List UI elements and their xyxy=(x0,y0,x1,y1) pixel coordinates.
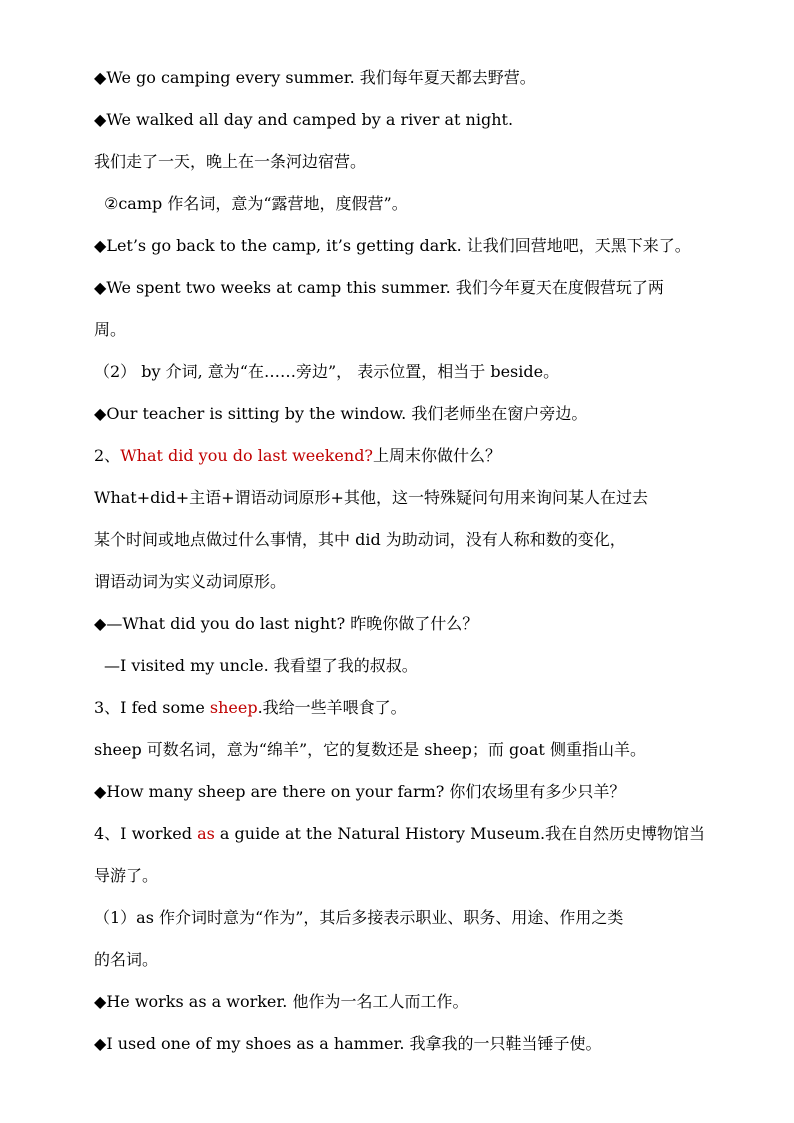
line-text: He works as a worker. 他作为一名工人而工作。 xyxy=(106,992,469,1011)
line-text: How many sheep are there on your farm? 你们农场里有多少只羊？ xyxy=(106,782,626,801)
diamond-bullet-icon: ◆ xyxy=(94,782,107,801)
explanation-line xyxy=(94,572,706,592)
line-text: 导游了。 xyxy=(94,866,159,885)
line-text: 上周末你做什么？ xyxy=(373,446,502,465)
point-number: 3、I fed some xyxy=(94,698,210,717)
diamond-bullet-icon: ◆ xyxy=(94,278,107,297)
subpoint-heading xyxy=(94,362,706,382)
line-text: What+did+主语+谓语动词原形+其他，这一特殊疑问句用来询问某人在过去 xyxy=(94,488,648,507)
diamond-bullet-icon: ◆ xyxy=(94,236,107,255)
line-text: 周。 xyxy=(94,320,127,339)
dialogue-line xyxy=(94,614,706,634)
point-number: 2、 xyxy=(94,446,121,465)
highlighted-phrase: What did you do last weekend? xyxy=(120,446,374,465)
line-text: We spent two weeks at camp this summer. 我们今年夏天在度假营玩了两 xyxy=(106,278,664,297)
example-sentence xyxy=(94,68,706,88)
line-text: We go camping every summer. 我们每年夏天都去野营。 xyxy=(106,68,536,87)
line-text: 的名词。 xyxy=(94,950,159,969)
example-sentence xyxy=(94,278,706,298)
point-heading xyxy=(94,824,706,844)
line-text: a guide at the Natural History Museum.我在自然历史博物馆当 xyxy=(214,824,706,843)
highlighted-phrase: sheep xyxy=(209,698,258,717)
line-text: camp 作名词，意为“露营地，度假营”。 xyxy=(118,194,408,213)
example-sentence xyxy=(94,404,706,424)
line-text: I used one of my shoes as a hammer. 我拿我的一只鞋当锤子使。 xyxy=(106,1034,602,1053)
point-heading xyxy=(94,698,706,718)
diamond-bullet-icon: ◆ xyxy=(94,68,107,87)
explanation-line xyxy=(94,740,706,760)
line-text: sheep 可数名词，意为“绵羊”，它的复数还是 sheep；而 goat 侧重指山羊。 xyxy=(94,740,646,759)
subpoint-heading xyxy=(94,908,706,928)
example-sentence xyxy=(94,992,706,1012)
line-text: 谓语动词为实义动词原形。 xyxy=(94,572,287,591)
line-text: 我们走了一天，晚上在一条河边宿营。 xyxy=(94,152,367,171)
line-text: We walked all day and camped by a river at night. xyxy=(106,110,514,129)
diamond-bullet-icon: ◆ xyxy=(94,1034,107,1053)
example-sentence xyxy=(94,236,706,256)
continuation-line xyxy=(94,320,706,340)
example-sentence xyxy=(94,1034,706,1054)
continuation-line xyxy=(94,866,706,886)
explanation-line xyxy=(94,530,706,550)
subpoint-heading xyxy=(104,194,706,214)
highlighted-phrase: as xyxy=(197,824,215,843)
dialogue-line xyxy=(104,656,706,676)
diamond-bullet-icon: ◆ xyxy=(94,992,107,1011)
line-text: Let’s go back to the camp, it’s getting dark. 让我们回营地吧，天黑下来了。 xyxy=(106,236,691,255)
circled-number-marker: ② xyxy=(104,194,119,213)
line-text: （2） by 介词, 意为“在……旁边”， 表示位置，相当于 beside。 xyxy=(94,362,560,381)
line-text: Our teacher is sitting by the window. 我们老师坐在窗户旁边。 xyxy=(106,404,588,423)
example-sentence xyxy=(94,110,706,130)
diamond-bullet-icon: ◆ xyxy=(94,614,107,633)
translation-line xyxy=(94,152,706,172)
point-heading xyxy=(94,446,706,466)
line-text: —What did you do last night? 昨晚你做了什么？ xyxy=(106,614,479,633)
continuation-line xyxy=(94,950,706,970)
line-text: 某个时间或地点做过什么事情，其中 did 为助动词，没有人称和数的变化， xyxy=(94,530,626,549)
diamond-bullet-icon: ◆ xyxy=(94,404,107,423)
example-sentence xyxy=(94,782,706,802)
point-number: 4、I worked xyxy=(94,824,198,843)
diamond-bullet-icon: ◆ xyxy=(94,110,107,129)
line-text: —I visited my uncle. 我看望了我的叔叔。 xyxy=(104,656,418,675)
line-text: （1）as 作介词时意为“作为”，其后多接表示职业、职务、用途、作用之类 xyxy=(94,908,624,927)
explanation-line xyxy=(94,488,706,508)
line-text: .我给一些羊喂食了。 xyxy=(257,698,407,717)
